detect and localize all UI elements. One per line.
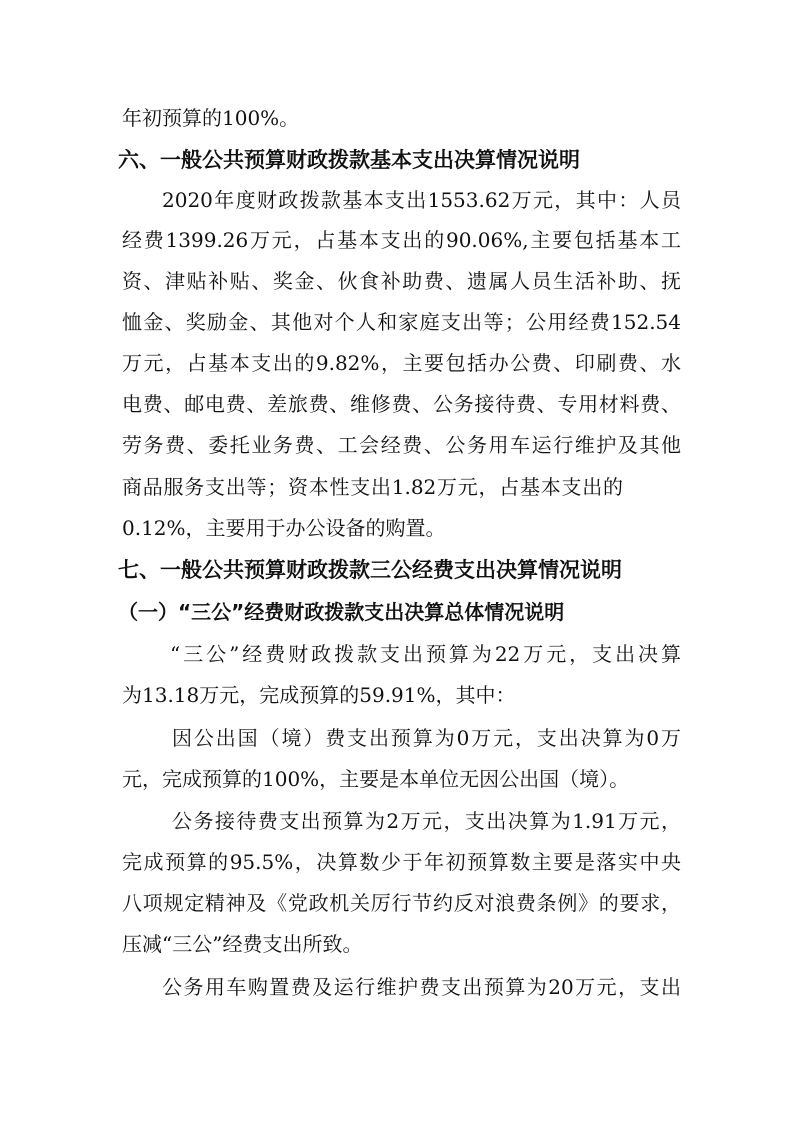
paragraph-line: 万元，占基本支出的9.82%，主要包括办公费、印刷费、水 [122, 351, 681, 375]
paragraph-line: 经费1399.26万元，占基本支出的90.06%,主要包括基本工 [122, 228, 681, 252]
paragraph-line: 资、津贴补贴、奖金、伙食补助费、遗属人员生活补助、抚 [122, 269, 681, 293]
paragraph-line: 因公出国（境）费支出预算为0万元，支出决算为0万 [172, 726, 681, 750]
paragraph-line: 劳务费、委托业务费、工会经费、公务用车运行维护及其他 [122, 433, 681, 457]
paragraph-line: 完成预算的95.5%，决算数少于年初预算数主要是落实中央 [122, 850, 681, 874]
subsection-heading: （一）“三公”经费财政拨款支出决算总体情况说明 [118, 600, 565, 624]
paragraph-line: 公务接待费支出预算为2万元，支出决算为1.91万元， [172, 809, 681, 833]
paragraph-line: 0.12%，主要用于办公设备的购置。 [122, 516, 446, 540]
paragraph-line: “三公”经费财政拨款支出预算为22万元，支出决算 [170, 642, 681, 666]
paragraph-line: 公务用车购置费及运行维护费支出预算为20万元，支出 [162, 975, 681, 999]
paragraph-line: 商品服务支出等；资本性支出1.82万元，占基本支出的 [122, 475, 623, 499]
paragraph-line: 2020年度财政拨款基本支出1553.62万元，其中：人员 [162, 188, 681, 212]
text-line: 年初预算的100%。 [122, 106, 300, 130]
section-heading-7: 七、一般公共预算财政拨款三公经费支出决算情况说明 [118, 558, 622, 582]
paragraph-line: 恤金、奖励金、其他对个人和家庭支出等；公用经费152.54 [122, 310, 681, 334]
paragraph-line: 压减“三公”经费支出所致。 [122, 932, 363, 956]
section-heading-6: 六、一般公共预算财政拨款基本支出决算情况说明 [118, 148, 580, 172]
paragraph-line: 八项规定精神及《党政机关厉行节约反对浪费条例》的要求， [122, 891, 681, 915]
paragraph-line: 为13.18万元，完成预算的59.91%，其中： [122, 683, 516, 707]
paragraph-line: 电费、邮电费、差旅费、维修费、公务接待费、专用材料费、 [122, 392, 681, 416]
paragraph-line: 元，完成预算的100%，主要是本单位无因公出国（境）。 [122, 767, 630, 791]
